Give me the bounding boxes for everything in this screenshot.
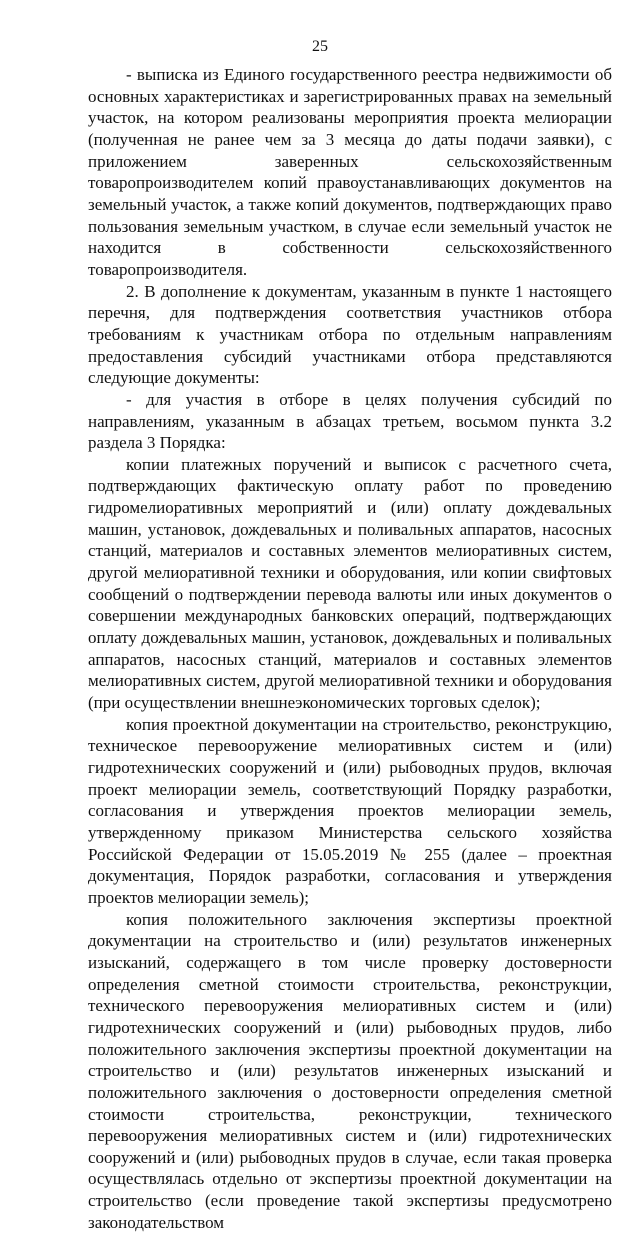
paragraph-expert-conclusion: копия положительного заключения экспертизы проектной документации на строительство и (или) результатов инженерных изысканий, содержащего в том числе проверку достоверности определения сметной стоимости строительства, реконструкции, технического перевооружения мелиоративных систем и (или) гидротехнических сооружений и (или) рыбоводных прудов, либо положительного заключения экспертизы проектной документации на строительство и (или) результатов инженерных изысканий и положительного заключения о достоверности определения сметной стоимости строительства, реконструкции, технического перевооружения мелиоративных систем и (или) гидротехнических сооружений и (или) рыбоводных прудов в случае, если такая проверка осуществлялась отдельно от экспертизы проектной документации на строительство (если проведение такой экспертизы предусмотрено законодательством	[88, 909, 612, 1232]
paragraph-project-documentation: копия проектной документации на строительство, реконструкцию, техническое перевооружение мелиоративных систем и (или) гидротехнических сооружений и (или) рыбоводных прудов, включая проект мелиорации земель, соответствующий Порядку разработки, согласования и утверждения проектов мелиорации земель, утвержденному приказом Министерства сельского хозяйства Российской Федерации от 15.05.2019 № 255 (далее – проектная документация, Порядок разработки, согласования и утверждения проектов мелиорации земель);	[88, 714, 612, 907]
page-number: 25	[312, 38, 328, 55]
paragraph-egrn-extract: - выписка из Единого государственного реестра недвижимости об основных характеристиках и зарегистрированных правах на земельный участок, на котором реализованы мероприятия проекта мелиорации (полученная не ранее чем за 3 месяца до даты подачи заявки), с приложением заверенных сельскохозяйственным товаропроизводителем копий правоустанавливающих документов на земельный участок, а также копий документов, подтверждающих право пользования земельным участком, в случае если земельный участок не находится в собственности сельскохозяйственного товаропроизводителя.	[88, 65, 612, 279]
paragraph-additional-documents: 2. В дополнение к документам, указанным в пункте 1 настоящего перечня, для подтверждения соответствия участников отбора требованиям к участникам отбора по отдельным направлениям предоставления субсидий участниками отбора представляются следующие документы:	[88, 281, 612, 388]
paragraph-payment-orders: копии платежных поручений и выписок с расчетного счета, подтверждающих фактическую оплату работ по проведению гидромелиоративных мероприятий и (или) оплату дождевальных машин, установок, дождевальных и поливальных аппаратов, насосных станций, материалов и составных элементов мелиоративных систем, другой мелиоративной техники и оборудования, или копии свифтовых сообщений о подтверждении перевода валюты или иных документов о совершении международных банковских операций, подтверждающих оплату дождевальных машин, установок, дождевальных и поливальных аппаратов, насосных станций, материалов и составных элементов мелиоративных систем, другой мелиоративной техники и оборудования (при осуществлении внешнеэкономических торговых сделок);	[88, 454, 612, 713]
paragraph-subsidy-directions: - для участия в отборе в целях получения субсидий по направлениям, указанным в абзацах третьем, восьмом пункта 3.2 раздела 3 Порядка:	[88, 389, 612, 453]
document-body	[88, 64, 612, 1233]
